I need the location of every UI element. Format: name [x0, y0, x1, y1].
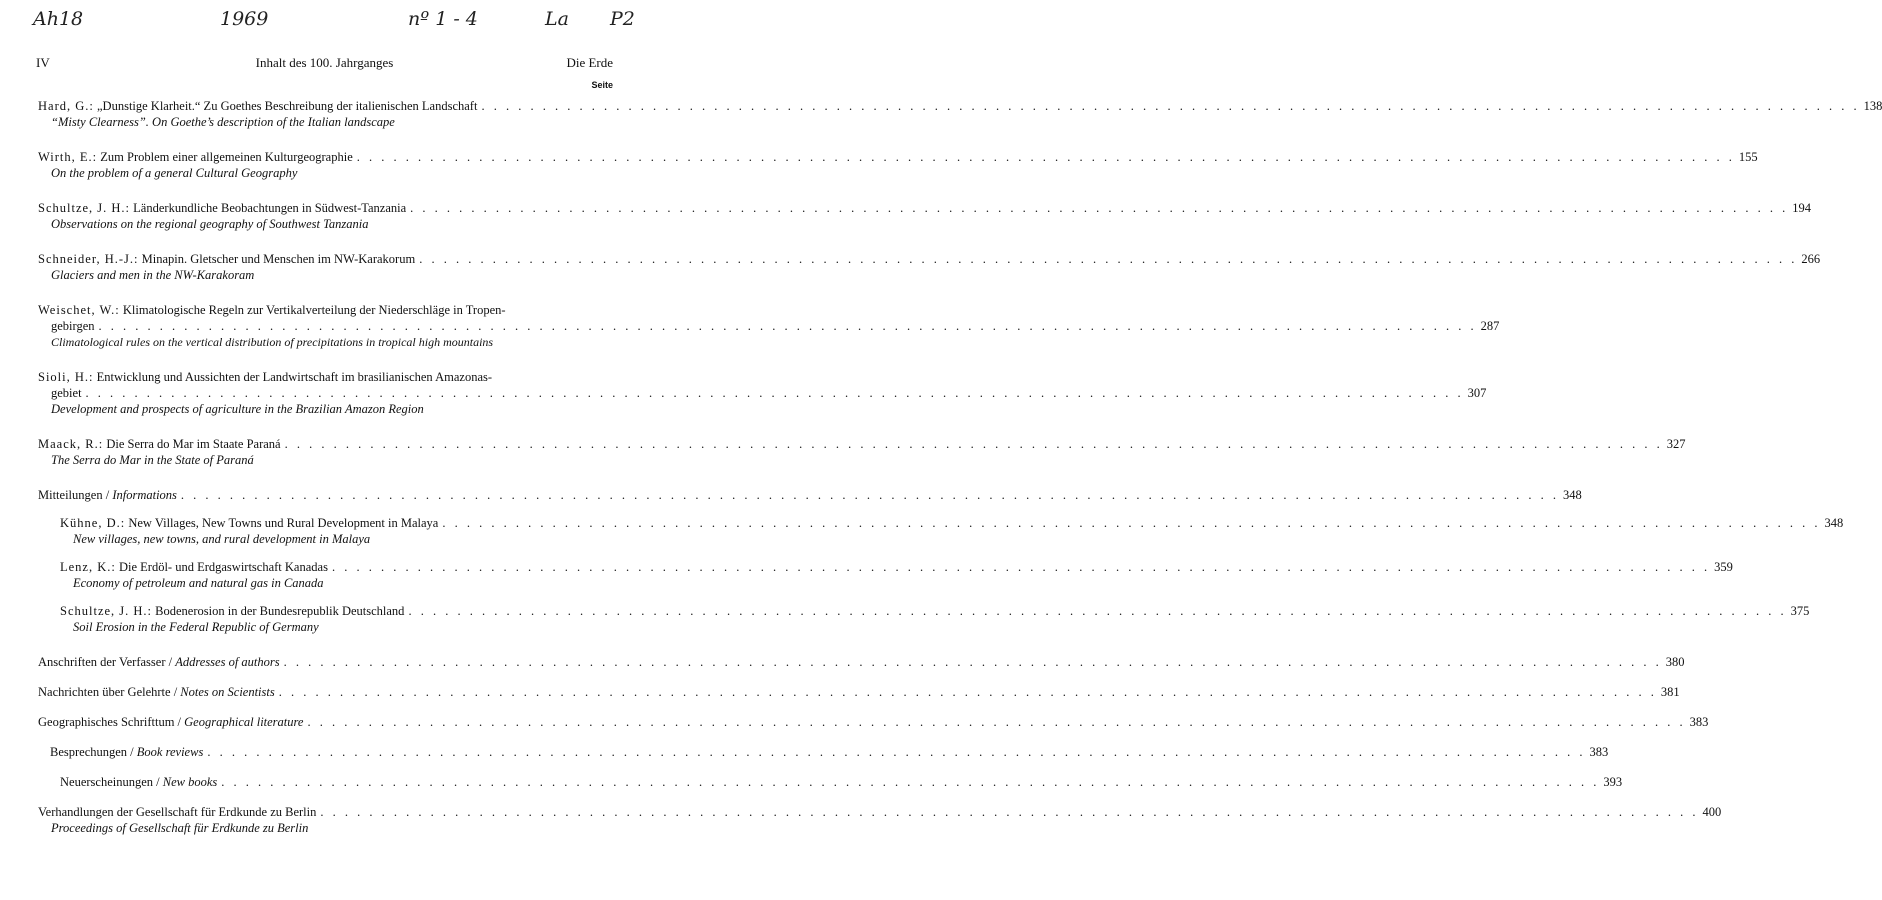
journal-name: Die Erde — [566, 55, 613, 70]
entry-page: 266 — [1801, 252, 1821, 266]
toc-subsection — [50, 744, 1609, 760]
leader-dots — [477, 98, 1863, 114]
entry-title: New Villages, New Towns und Rural Development in Malaya — [125, 516, 439, 530]
leader-dots — [281, 436, 1667, 452]
entry-title: Klimatologische Regeln zur Vertikalverteilung der Niederschläge in Tropen- — [119, 303, 506, 317]
entry-author: Schultze, J. H.: — [60, 604, 153, 618]
entry-page: 393 — [1603, 775, 1623, 789]
entry-english-title: Proceedings of Gesellschaft für Erdkunde zu Berlin — [51, 821, 309, 835]
entry-page: 381 — [1660, 685, 1680, 699]
entry-author: Lenz, K.: — [60, 560, 116, 574]
leader-dots — [177, 487, 1563, 503]
entry-english-title: Glaciers and men in the NW-Karakoram — [51, 268, 255, 282]
toc-entry — [38, 436, 1686, 468]
section-title-english: Book reviews — [136, 745, 204, 759]
entry-author: Schneider, H.-J.: — [38, 252, 139, 266]
toc-section — [38, 487, 1582, 503]
toc-subsection — [60, 774, 1623, 790]
entry-title: Zum Problem einer allgemeinen Kulturgeographie — [97, 150, 353, 164]
section-title: Geographisches Schrifttum / — [38, 715, 185, 729]
entry-english-title: New villages, new towns, and rural development in Malaya — [73, 532, 371, 546]
entry-english-title: Soil Erosion in the Federal Republic of Germany — [73, 620, 319, 634]
entry-title-continued: gebiet — [51, 386, 82, 400]
entry-page: 380 — [1665, 655, 1685, 669]
seite-label: Seite — [591, 80, 613, 90]
leader-dots — [316, 804, 1702, 820]
leader-dots — [328, 559, 1714, 575]
handwritten-note-5: P2 — [610, 8, 635, 30]
entry-page: 327 — [1666, 437, 1686, 451]
entry-title: Bodenerosion in der Bundesrepublik Deutschland — [152, 604, 405, 618]
handwritten-note-1: Ah18 — [33, 8, 84, 30]
section-title: Neuerscheinungen / — [60, 775, 163, 789]
toc-entry — [38, 200, 1812, 232]
section-title: Mitteilungen / — [38, 488, 113, 502]
entry-page: 375 — [1790, 604, 1810, 618]
page-number-roman: IV — [36, 55, 50, 70]
leader-dots — [82, 385, 1468, 401]
section-title: Anschriften der Verfasser / — [38, 655, 176, 669]
entry-page: 155 — [1738, 150, 1758, 164]
toc-section — [38, 684, 1680, 700]
entry-english-title: Economy of petroleum and natural gas in Canada — [73, 576, 324, 590]
handwritten-note-4: La — [545, 8, 569, 30]
entry-page: 194 — [1792, 201, 1812, 215]
toc-entry — [38, 98, 1882, 130]
handwritten-note-issue: nº 1 - 4 — [408, 8, 478, 30]
entry-page: 400 — [1702, 805, 1722, 819]
entry-page: 138 — [1863, 99, 1882, 113]
leader-dots — [203, 744, 1589, 760]
entry-english-title: Development and prospects of agriculture in the Brazilian Amazon Region — [51, 402, 424, 416]
entry-title-continued: gebirgen — [51, 319, 95, 333]
section-title-english: Notes on Scientists — [180, 685, 275, 699]
section-title: Besprechungen / — [50, 745, 137, 759]
entry-page: 348 — [1824, 516, 1844, 530]
entry-page: 348 — [1563, 488, 1582, 502]
section-title-english: Geographical literature — [184, 715, 304, 729]
entry-title: Die Serra do Mar im Staate Paraná — [103, 437, 281, 451]
toc-entry — [38, 369, 1487, 417]
entry-page: 383 — [1589, 745, 1609, 759]
entry-page: 287 — [1480, 319, 1500, 333]
section-title-english: New books — [162, 775, 218, 789]
entry-english-title: Climatological rules on the vertical distribution of precipitations in tropical high mountains — [51, 335, 494, 349]
entry-author: Schultze, J. H.: — [38, 201, 131, 215]
page-header — [36, 55, 613, 73]
page-title: Inhalt des 100. Jahrganges — [255, 55, 394, 70]
leader-dots — [303, 714, 1689, 730]
entry-page: 307 — [1467, 386, 1487, 400]
entry-english-title: “Misty Clearness”. On Goethe’s description of the Italian landscape — [51, 115, 395, 129]
toc-section — [38, 654, 1685, 670]
entry-author: Maack, R.: — [38, 437, 104, 451]
leader-dots — [95, 318, 1481, 334]
entry-author: Wirth, E.: — [38, 150, 98, 164]
entry-title: Verhandlungen der Gesellschaft für Erdkunde zu Berlin — [38, 805, 317, 819]
entry-english-title: The Serra do Mar in the State of Paraná — [51, 453, 254, 467]
entry-title: Entwicklung und Aussichten der Landwirtschaft im brasilianischen Amazonas- — [93, 370, 493, 384]
toc-entry — [38, 804, 1722, 836]
toc-entry — [60, 515, 1844, 547]
entry-title: Länderkundliche Beobachtungen in Südwest-Tanzania — [130, 201, 407, 215]
entry-author: Hard, G.: — [38, 99, 94, 113]
leader-dots — [280, 654, 1666, 670]
entry-english-title: Observations on the regional geography of Southwest Tanzania — [51, 217, 369, 231]
toc-entry — [60, 603, 1810, 635]
section-title: Nachrichten über Gelehrte / — [38, 685, 181, 699]
entry-page: 383 — [1689, 715, 1709, 729]
leader-dots — [353, 149, 1739, 165]
entry-title: „Dunstige Klarheit.“ Zu Goethes Beschreibung der italienischen Landschaft — [93, 99, 478, 113]
entry-author: Weischet, W.: — [38, 303, 120, 317]
leader-dots — [404, 603, 1790, 619]
toc-entry — [60, 559, 1733, 591]
leader-dots — [415, 251, 1801, 267]
handwritten-note-year: 1969 — [220, 8, 269, 30]
entry-english-title: On the problem of a general Cultural Geography — [51, 166, 298, 180]
toc-entry — [38, 251, 1821, 283]
leader-dots — [438, 515, 1824, 531]
entry-title: Die Erdöl- und Erdgaswirtschaft Kanadas — [115, 560, 328, 574]
entry-title: Minapin. Gletscher und Menschen im NW-Karakorum — [138, 252, 416, 266]
section-title-english: Informations — [112, 488, 177, 502]
entry-page: 359 — [1714, 560, 1733, 574]
leader-dots — [217, 774, 1603, 790]
section-title-english: Addresses of authors — [175, 655, 280, 669]
toc-entry — [38, 149, 1758, 181]
toc-section — [38, 714, 1709, 730]
entry-author: Kühne, D.: — [60, 516, 126, 530]
leader-dots — [275, 684, 1661, 700]
toc-entry — [38, 302, 1500, 350]
leader-dots — [406, 200, 1792, 216]
toc-list — [38, 98, 1882, 855]
entry-author: Sioli, H.: — [38, 370, 94, 384]
